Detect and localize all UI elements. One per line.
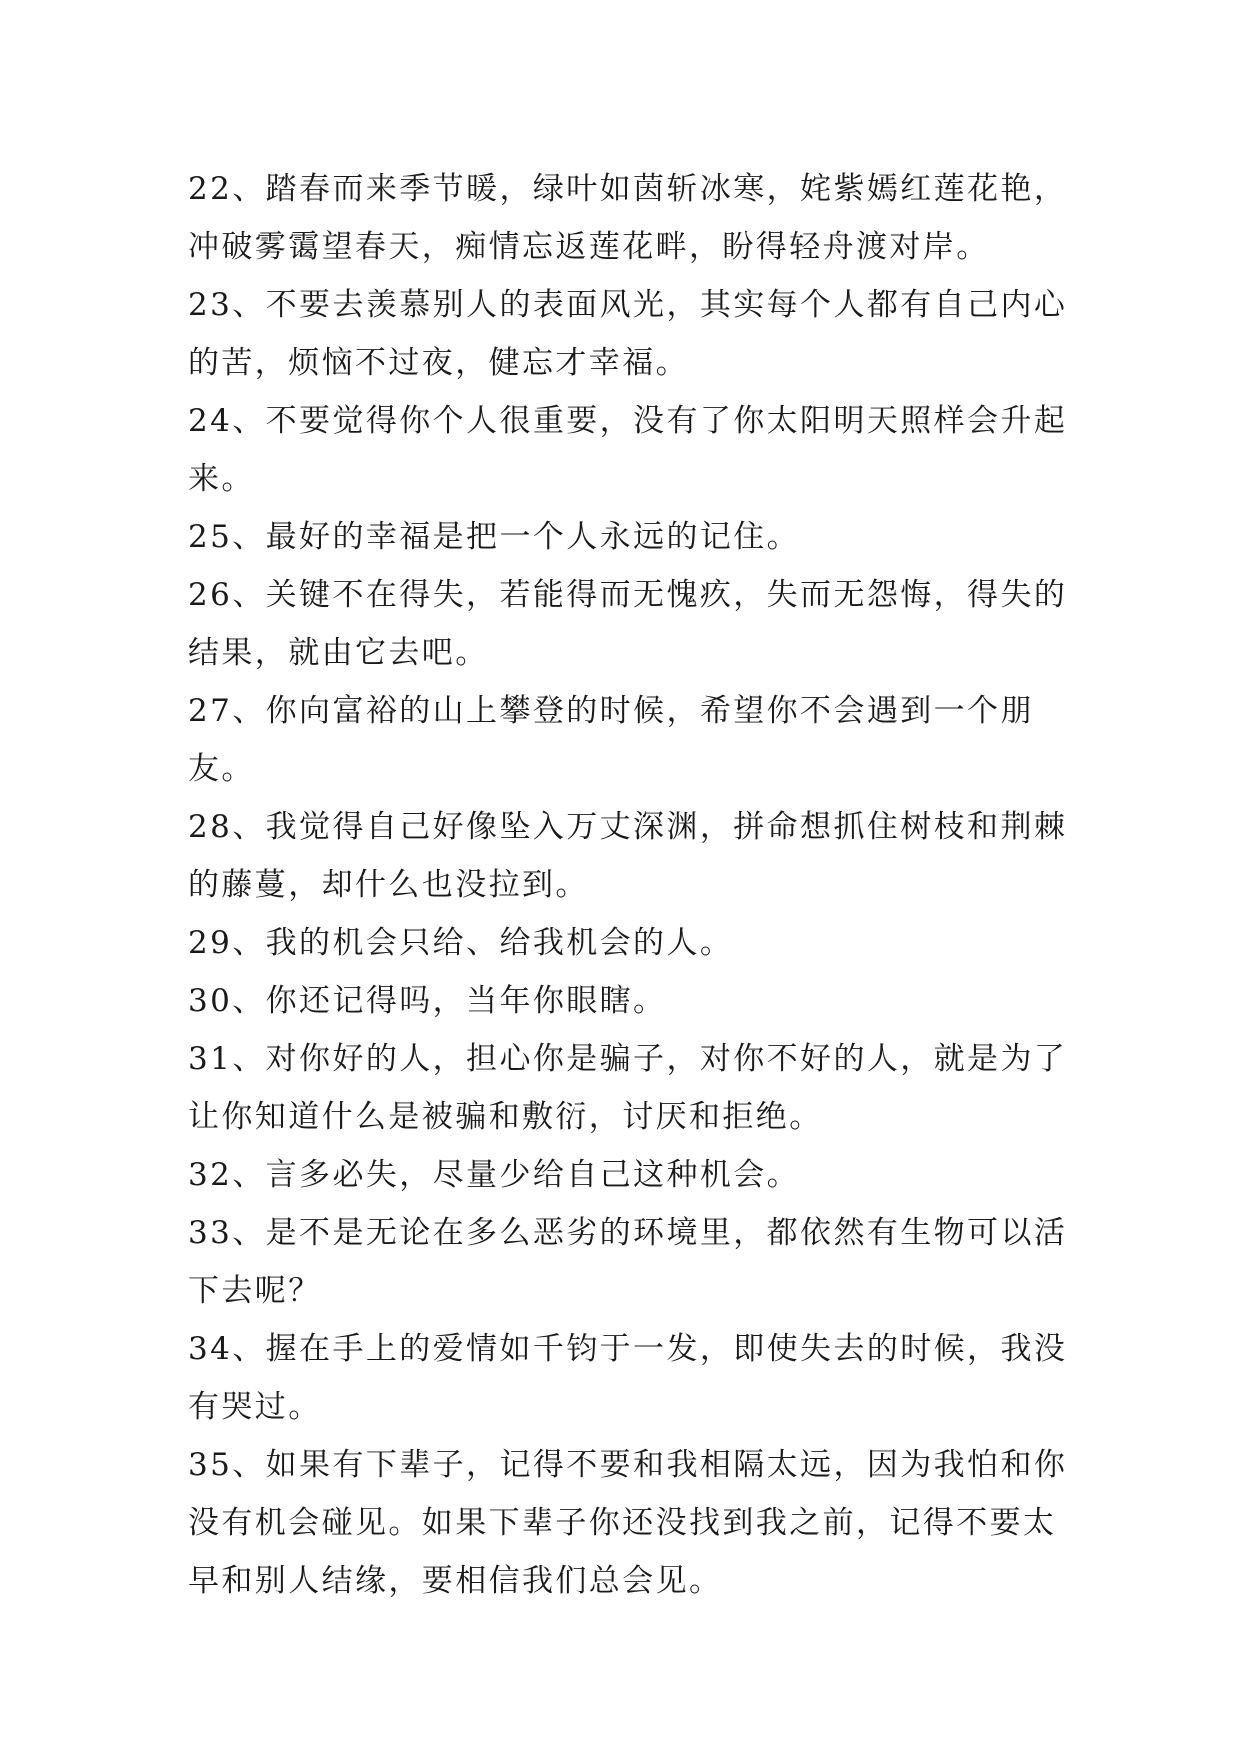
- quote-entry-22: 22、踏春而来季节暖，绿叶如茵斩冰寒，姹紫嫣红莲花艳，冲破雾霭望春天，痴情忘返莲花畔，盼得轻舟渡对岸。: [188, 171, 1068, 265]
- quote-entry-28: 28、我觉得自己好像坠入万丈深渊，拼命想抓住树枝和荆棘的藤蔓，却什么也没拉到。: [188, 809, 1068, 903]
- quote-entry-26: 26、关键不在得失，若能得而无愧疚，失而无怨悔，得失的结果，就由它去吧。: [188, 577, 1068, 671]
- quote-list: [188, 160, 1068, 1610]
- quote-entry-35: 35、如果有下辈子，记得不要和我相隔太远，因为我怕和你没有机会碰见。如果下辈子你还没找到我之前，记得不要太早和别人结缘，要相信我们总会见。: [188, 1447, 1068, 1599]
- quote-entry-32: 32、言多必失，尽量少给自己这种机会。: [188, 1157, 801, 1193]
- quote-entry-27: 27、你向富裕的山上攀登的时候，希望你不会遇到一个朋友。: [188, 693, 1034, 787]
- quote-entry-30: 30、你还记得吗，当年你眼瞎。: [188, 983, 667, 1019]
- quote-entry-31: 31、对你好的人，担心你是骗子，对你不好的人，就是为了让你知道什么是被骗和敷衍，讨厌和拒绝。: [188, 1041, 1068, 1135]
- quote-entry-33: 33、是不是无论在多么恶劣的环境里，都依然有生物可以活下去呢？: [188, 1215, 1068, 1309]
- quote-entry-23: 23、不要去羡慕别人的表面风光，其实每个人都有自己内心的苦，烦恼不过夜，健忘才幸福。: [188, 287, 1068, 381]
- quote-entry-24: 24、不要觉得你个人很重要，没有了你太阳明天照样会升起来。: [188, 403, 1068, 497]
- quote-entry-29: 29、我的机会只给、给我机会的人。: [188, 925, 734, 961]
- quote-entry-25: 25、最好的幸福是把一个人永远的记住。: [188, 519, 801, 555]
- quote-entry-34: 34、握在手上的爱情如千钧于一发，即使失去的时候，我没有哭过。: [188, 1331, 1068, 1425]
